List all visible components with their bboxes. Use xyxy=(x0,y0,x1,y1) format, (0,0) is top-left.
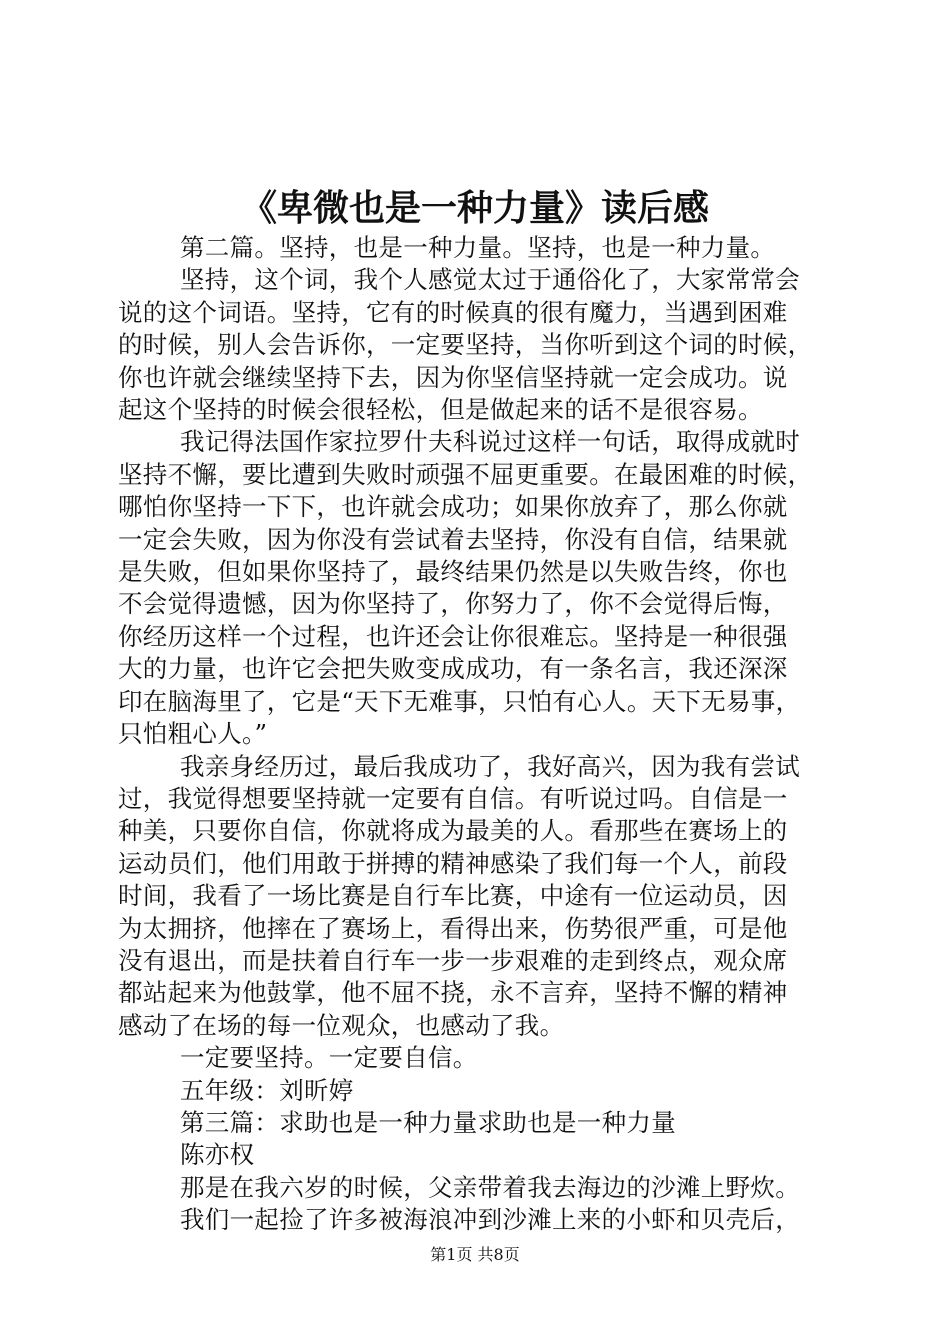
body-text-line: 印在脑海里了，它是“天下无难事，只怕有心人。天下无易事， xyxy=(118,686,801,716)
body-text-line: 过，我觉得想要坚持就一定要有自信。有听说过吗。自信是一 xyxy=(118,783,788,813)
body-text-line: 那是在我六岁的时候，父亲带着我去海边的沙滩上野炊。 xyxy=(180,1172,800,1202)
body-text-line: 第二篇。坚持，也是一种力量。坚持，也是一种力量。 xyxy=(180,233,776,262)
body-text-line: 种美，只要你自信，你就将成为最美的人。看那些在赛场上的 xyxy=(118,816,788,846)
body-text-line: 哪怕你坚持一下下，也许就会成功；如果你放弃了，那么你就 xyxy=(118,492,788,522)
body-text-line: 不会觉得遗憾，因为你坚持了，你努力了，你不会觉得后悔， xyxy=(118,589,788,619)
body-text-line: 的时候，别人会告诉你，一定要坚持，当你听到这个词的时候， xyxy=(118,330,813,360)
body-text-line: 感动了在场的每一位观众，也感动了我。 xyxy=(118,1010,565,1040)
body-text-line: 我记得法国作家拉罗什夫科说过这样一句话，取得成就时 xyxy=(180,427,800,457)
body-text-line: 说的这个词语。坚持，它有的时候真的很有魔力，当遇到困难 xyxy=(118,297,788,327)
body-text-line: 陈亦权 xyxy=(180,1140,255,1170)
body-text-line: 时间，我看了一场比赛是自行车比赛，中途有一位运动员，因 xyxy=(118,881,788,911)
body-text-line: 没有退出，而是扶着自行车一步一步艰难的走到终点，观众席 xyxy=(118,945,788,975)
body-text-line: 你也许就会继续坚持下去，因为你坚信坚持就一定会成功。说 xyxy=(118,362,788,392)
body-text-line: 坚持，这个词，我个人感觉太过于通俗化了，大家常常会 xyxy=(180,265,800,295)
body-text-line: 是失败，但如果你坚持了，最终结果仍然是以失败告终，你也 xyxy=(118,557,788,587)
body-text-line: 我们一起捡了许多被海浪冲到沙滩上来的小虾和贝壳后， xyxy=(180,1205,800,1235)
body-text-line: 为太拥挤，他摔在了赛场上，看得出来，伤势很严重，可是他 xyxy=(118,913,788,943)
body-text-line: 都站起来为他鼓掌，他不屈不挠，永不言弃，坚持不懈的精神 xyxy=(118,978,788,1008)
document-title: 《卑微也是一种力量》读后感 xyxy=(240,187,709,229)
body-text-line: 我亲身经历过，最后我成功了，我好高兴，因为我有尝试 xyxy=(180,751,800,781)
body-text-line: 你经历这样一个过程，也许还会让你很难忘。坚持是一种很强 xyxy=(118,621,788,651)
body-text-line: 坚持不懈，要比遭到失败时顽强不屈更重要。在最困难的时候， xyxy=(118,459,813,489)
body-text-line: 一定会失败，因为你没有尝试着去坚持，你没有自信，结果就 xyxy=(118,524,788,554)
body-text-line: 运动员们，他们用敢于拼搏的精神感染了我们每一个人，前段 xyxy=(118,848,788,878)
body-text-line: 只怕粗心人。” xyxy=(118,719,268,749)
body-text-line: 一定要坚持。一定要自信。 xyxy=(180,1043,478,1073)
body-text-line: 大的力量，也许它会把失败变成成功，有一条名言，我还深深 xyxy=(118,654,788,684)
page-footer: 第1页 共8页 xyxy=(430,1245,520,1264)
body-text-line: 第三篇：求助也是一种力量求助也是一种力量 xyxy=(180,1107,676,1137)
body-text-line: 五年级：刘昕婷 xyxy=(180,1075,354,1105)
document-body xyxy=(118,232,840,1237)
body-text-line: 起这个坚持的时候会很轻松，但是做起来的话不是很容易。 xyxy=(118,395,763,425)
